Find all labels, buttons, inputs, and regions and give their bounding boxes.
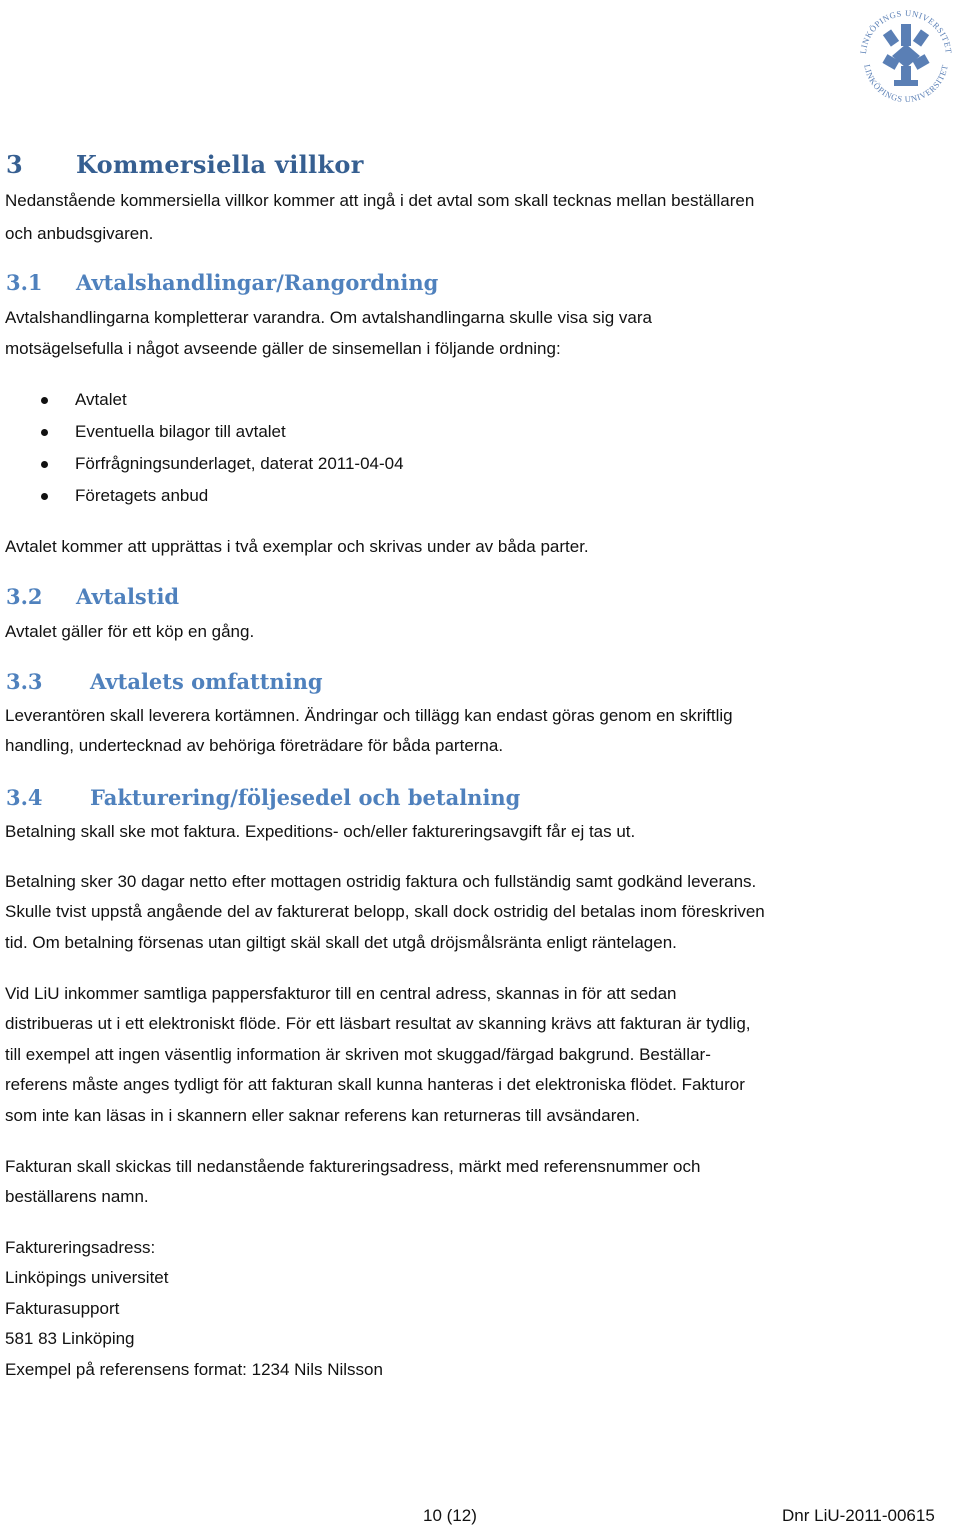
s34-p2-line-2: Skulle tvist uppstå angående del av fakturerat belopp, skall dock ostridig del betalas inom föreskriven: [5, 902, 765, 921]
s31-line-1: Avtalshandlingarna kompletterar varandra. Om avtalshandlingarna skulle visa sig vara: [5, 308, 652, 327]
s34-p3-line-1: Vid LiU inkommer samtliga pappersfakturor till en central adress, skannas in för att sedan: [5, 984, 677, 1003]
section-number: 3: [6, 150, 23, 179]
s31-line-2: motsägelsefulla i något avseende gäller de sinsemellan i följande ordning:: [5, 339, 561, 358]
section-3-4-heading: [6, 785, 521, 810]
s34-p4-line-1: Fakturan skall skickas till nedanstående faktureringsadress, märkt med referensnummer och: [5, 1157, 701, 1176]
s34-p3-line-3: till exempel att ingen väsentlig information är skriven mot skuggad/färgad bakgrund. Beställar-: [5, 1045, 711, 1064]
bullet-icon: [41, 493, 48, 500]
section-number: 3.2: [6, 584, 43, 609]
section-title: Kommersiella villkor: [76, 150, 364, 179]
s34-p4-line-2: beställarens namn.: [5, 1187, 149, 1206]
address-label: Faktureringsadress:: [5, 1238, 156, 1257]
address-line: 581 83 Linköping: [5, 1329, 135, 1348]
section-3-2-heading: [6, 584, 180, 609]
page-number: 10 (12): [423, 1506, 477, 1525]
logo-text-bottom: LINKÖPINGS UNIVERSITET: [862, 63, 950, 104]
s34-p3-line-4: referens måste anges tydligt för att fakturan skall kunna hanteras i det elektroniska flödet. Fakturor: [5, 1075, 745, 1094]
section-title: Fakturering/följesedel och betalning: [90, 785, 521, 810]
logo-text-top: LINKÖPINGS UNIVERSITET: [857, 7, 955, 55]
bullet-icon: [41, 429, 48, 436]
section-title: Avtalstid: [76, 584, 180, 609]
document-number: Dnr LiU-2011-00615: [782, 1506, 935, 1525]
s34-paragraph-1: Betalning skall ske mot faktura. Expeditions- och/eller faktureringsavgift får ej tas ut.: [5, 822, 636, 841]
address-line: Fakturasupport: [5, 1299, 120, 1318]
intro-line-1: Nedanstående kommersiella villkor kommer att ingå i det avtal som skall tecknas mellan beställaren: [5, 191, 755, 210]
s34-p2-line-3: tid. Om betalning försenas utan giltigt skäl skall det utgå dröjsmålsränta enligt räntelagen.: [5, 933, 677, 952]
section-3-1-heading: [6, 270, 439, 295]
s34-p3-line-5: som inte kan läsas in i skannern eller saknar referens kan returneras till avsändaren.: [5, 1106, 640, 1125]
s32-text: Avtalet gäller för ett köp en gång.: [5, 622, 255, 641]
section-number: 3.1: [6, 270, 43, 295]
section-title: Avtalets omfattning: [90, 669, 323, 694]
section-title: Avtalshandlingar/Rangordning: [76, 270, 439, 295]
reference-example: Exempel på referensens format: 1234 Nils Nilsson: [5, 1360, 383, 1379]
address-line: Linköpings universitet: [5, 1268, 169, 1287]
s31-after: Avtalet kommer att upprättas i två exemplar och skrivas under av båda parter.: [5, 537, 589, 556]
s33-line-1: Leverantören skall leverera kortämnen. Ändringar och tillägg kan endast göras genom en skriftlig: [5, 706, 733, 725]
section-3-heading: [6, 150, 364, 179]
section-number: 3.4: [6, 785, 43, 810]
s33-line-2: handling, undertecknad av behöriga företrädare för båda parterna.: [5, 736, 504, 755]
university-logo: [854, 4, 958, 104]
bullet-icon: [41, 461, 48, 468]
s34-p2-line-1: Betalning sker 30 dagar netto efter mottagen ostridig faktura och fullständig samt godkänd leverans.: [5, 872, 757, 891]
s34-p3-line-2: distribueras ut i ett elektroniskt flöde. För ett läsbart resultat av skanning krävs att fakturan är tydlig,: [5, 1014, 751, 1033]
liu-logo-icon: [882, 24, 929, 86]
intro-line-2: och anbudsgivaren.: [5, 224, 154, 243]
section-3-3-heading: [6, 669, 323, 694]
section-number: 3.3: [6, 669, 43, 694]
bullet-icon: [41, 397, 48, 404]
